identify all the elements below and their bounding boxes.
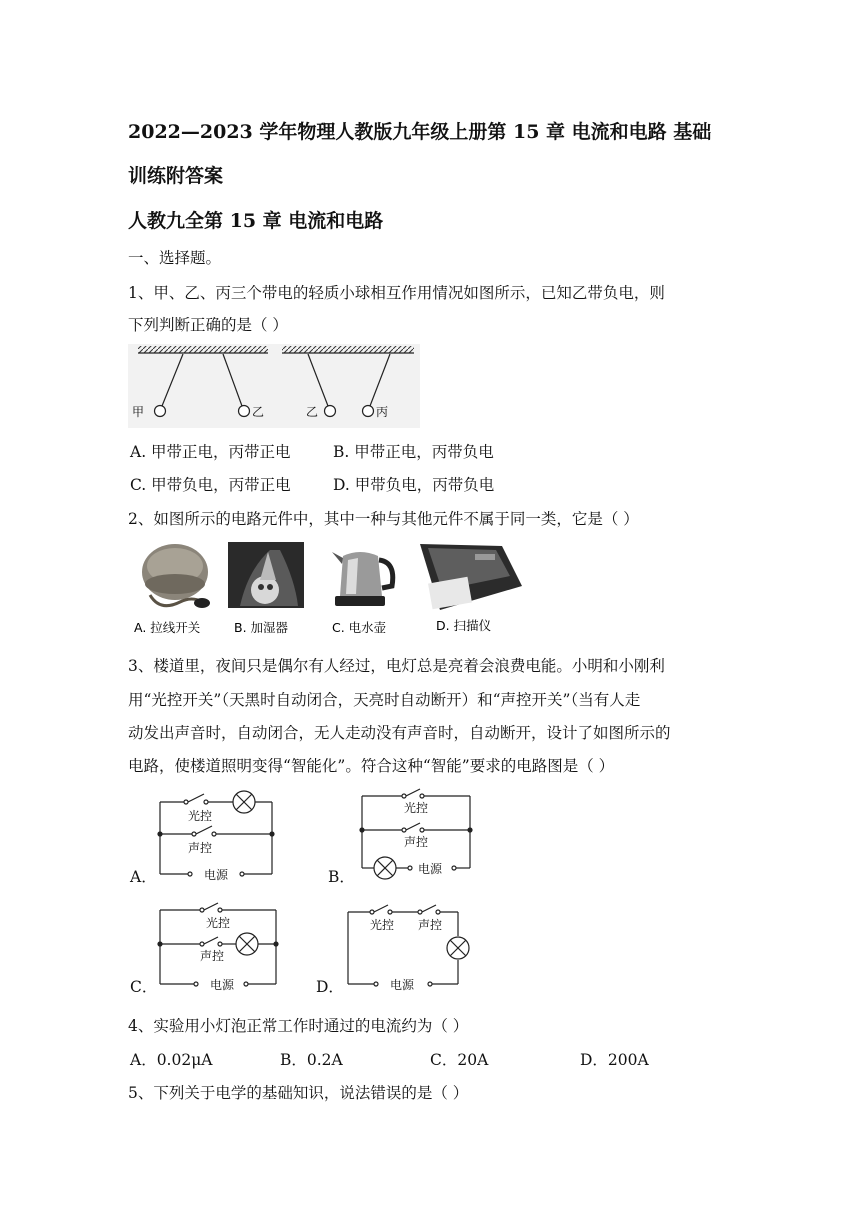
light-switch-label: 光控 bbox=[206, 916, 231, 930]
sound-switch-label: 声控 bbox=[188, 841, 213, 855]
lamp-icon bbox=[233, 791, 255, 813]
sound-switch-label: 声控 bbox=[418, 918, 443, 932]
ceiling-left bbox=[138, 346, 268, 353]
q1-option-b: B. 甲带正电，丙带负电 bbox=[333, 443, 494, 461]
q1-option-c: C. 甲带负电，丙带正电 bbox=[130, 476, 291, 494]
ball-jia bbox=[155, 406, 166, 417]
light-switch-label: 光控 bbox=[370, 918, 395, 932]
power-label: 电源 bbox=[204, 868, 229, 882]
q1-stem-line1: 1、甲、乙、丙三个带电的轻质小球相互作用情况如图所示，已知乙带负电，则 bbox=[128, 284, 665, 302]
q3-option-d-label: D． bbox=[316, 978, 344, 996]
device-caption-c: C. 电水壶 bbox=[332, 620, 387, 635]
power-label: 电源 bbox=[418, 862, 443, 876]
q1-option-a: A. 甲带正电，丙带正电 bbox=[130, 443, 291, 461]
q1-stem-line2: 下列判断正确的是（ ） bbox=[128, 316, 288, 334]
lamp-icon bbox=[236, 933, 258, 955]
q4-option-a: A．0.02μA bbox=[130, 1051, 213, 1069]
document-title-line2: 训练附答案 bbox=[128, 165, 224, 187]
circuit-diagram-d bbox=[340, 900, 480, 996]
q4-option-c: C．20A bbox=[430, 1051, 489, 1069]
q4-stem: 4、实验用小灯泡正常工作时通过的电流约为（ ） bbox=[128, 1017, 469, 1035]
q3-stem-line3: 动发出声音时，自动闭合，无人走动没有声音时，自动断开，设计了如图所示的 bbox=[128, 724, 671, 742]
light-switch-label: 光控 bbox=[188, 809, 213, 823]
ball-label: 丙 bbox=[376, 405, 389, 419]
q2-devices-figure bbox=[130, 540, 530, 640]
q3-option-b-label: B． bbox=[328, 868, 355, 886]
lamp-icon bbox=[374, 857, 396, 879]
circuit-diagram-b bbox=[352, 790, 482, 886]
lamp-icon bbox=[447, 937, 469, 959]
ceiling-right bbox=[282, 346, 414, 353]
ball-yi bbox=[325, 406, 336, 417]
pull-switch-photo bbox=[142, 544, 210, 608]
section-heading: 一、选择题。 bbox=[128, 249, 222, 267]
q3-option-a-label: A． bbox=[130, 868, 157, 886]
q5-stem: 5、下列关于电学的基础知识，说法错误的是（ ） bbox=[128, 1084, 469, 1102]
ball-label: 甲 bbox=[132, 405, 145, 419]
q3-option-c-label: C． bbox=[130, 978, 158, 996]
ball-yi bbox=[239, 406, 250, 417]
light-switch-label: 光控 bbox=[404, 801, 429, 815]
q4-option-b: B．0.2A bbox=[280, 1051, 343, 1069]
electric-kettle-photo bbox=[332, 552, 393, 606]
device-caption-a: A. 拉线开关 bbox=[134, 620, 201, 635]
q3-stem-line4: 电路，使楼道照明变得“智能化”。符合这种“智能”要求的电路图是（ ） bbox=[128, 757, 615, 775]
device-caption-b: B. 加湿器 bbox=[234, 620, 289, 635]
q4-option-d: D．200A bbox=[580, 1051, 649, 1069]
q2-stem: 2、如图所示的电路元件中，其中一种与其他元件不属于同一类，它是（ ） bbox=[128, 510, 639, 528]
device-caption-d: D. 扫描仪 bbox=[436, 618, 492, 633]
ball-label: 乙 bbox=[306, 405, 319, 419]
document-title-line1: 2022—2023 学年物理人教版九年级上册第 15 章 电流和电路 基础 bbox=[128, 121, 712, 143]
scanner-photo bbox=[420, 544, 522, 610]
power-label: 电源 bbox=[390, 978, 415, 992]
q3-stem-line2: 用“光控开关”（天黑时自动闭合，天亮时自动断开）和“声控开关”（当有人走 bbox=[128, 691, 641, 709]
ball-label: 乙 bbox=[252, 405, 265, 419]
circuit-diagram-a bbox=[150, 790, 290, 886]
circuit-diagram-c bbox=[150, 900, 290, 996]
power-label: 电源 bbox=[210, 978, 235, 992]
ball-bing bbox=[363, 406, 374, 417]
chapter-subtitle: 人教九全第 15 章 电流和电路 bbox=[128, 210, 384, 232]
humidifier-photo bbox=[228, 542, 304, 608]
q1-option-d: D. 甲带负电，丙带负电 bbox=[333, 476, 495, 494]
q1-charged-balls-figure bbox=[128, 344, 420, 428]
sound-switch-label: 声控 bbox=[200, 949, 225, 963]
sound-switch-label: 声控 bbox=[404, 835, 429, 849]
q3-stem-line1: 3、楼道里，夜间只是偶尔有人经过，电灯总是亮着会浪费电能。小明和小刚利 bbox=[128, 657, 665, 675]
